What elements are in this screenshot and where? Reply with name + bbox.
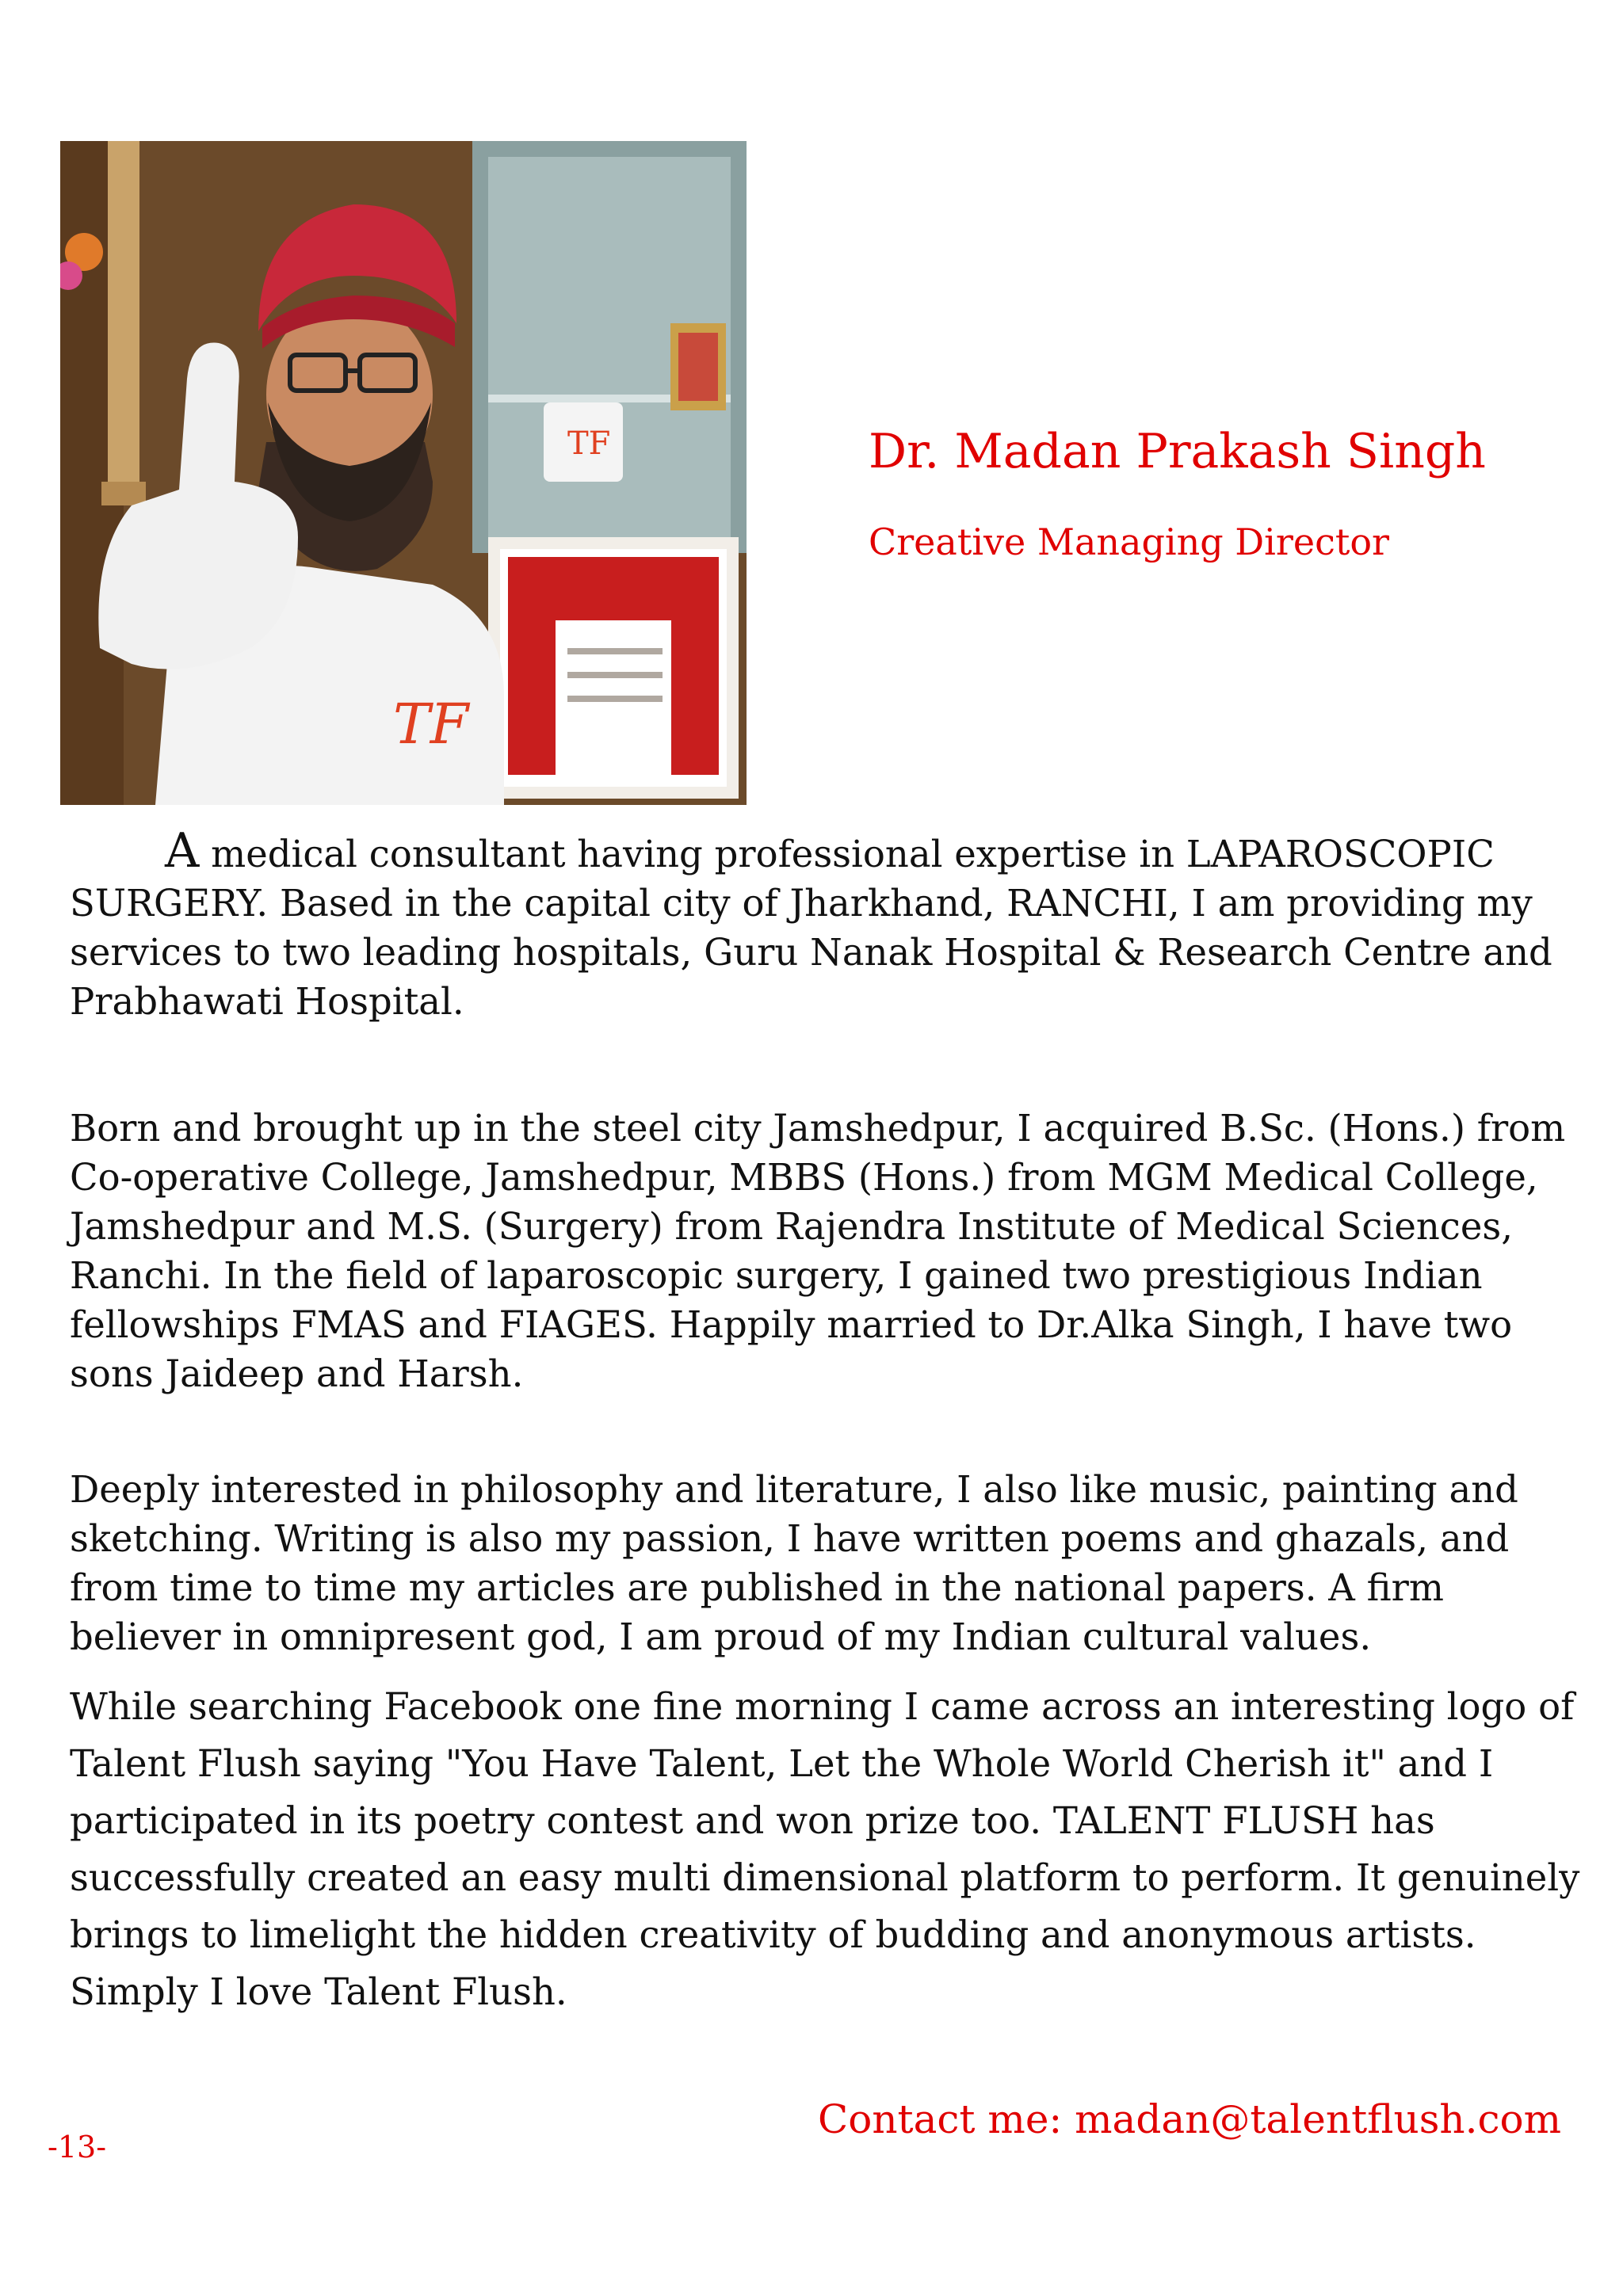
bio-paragraph-3: Deeply interested in philosophy and literature, I also like music, painting and sketching. Writing is also my passion, I have written poems and ghazals, and from time to time my articles are published in the national papers. A firm believer in omnipresent god, I am proud of my Indian cultural values. [70,1468,1518,1658]
person-name: Dr. Madan Prakash Singh [869,424,1486,479]
svg-text:TF: TF [567,425,611,462]
profile-photo [60,141,747,805]
page-number: -13- [48,2130,107,2164]
bio-paragraph-4: While searching Facebook one fine morning I came across an interesting logo of Talent Flush saying "You Have Talent, Let the Whole World Cherish it" and I participated in its poetry contest and won prize too. TALENT FLUSH has successfully created an easy multi dimensional platform to perform. It genuinely brings to limelight the hidden creativity of budding and anonymous artists. Simply I love Talent Flush. [70,1685,1580,2013]
bio-paragraph-1-text: medical consultant having professional expertise in LAPAROSCOPIC SURGERY. Based in the capital city of Jharkhand, RANCHI, I am providing my services to two leading hospitals, Guru Nanak Hospital & Research Centre and Prabhawati Hospital. [70,833,1552,1023]
bio-paragraph-2: Born and brought up in the steel city Jamshedpur, I acquired B.Sc. (Hons.) from Co-operative College, Jamshedpur, MBBS (Hons.) from MGM Medical College, Jamshedpur and M.S. (Surgery) from Rajendra Institute of Medical Sciences, Ranchi. In the field of laparoscopic surgery, I gained two prestigious Indian fellowships FMAS and FIAGES. Happily married to Dr.Alka Singh, I have two sons Jaideep and Harsh. [70,1107,1566,1395]
portrait-photo-illustration [60,141,747,805]
contact-email[interactable]: Contact me: madan@talentflush.com [817,2096,1561,2142]
bio-paragraph-1 [70,823,1591,1026]
person-title: Creative Managing Director [869,521,1390,563]
svg-text:TF: TF [393,692,469,757]
bio-dropcap: A [165,823,200,879]
